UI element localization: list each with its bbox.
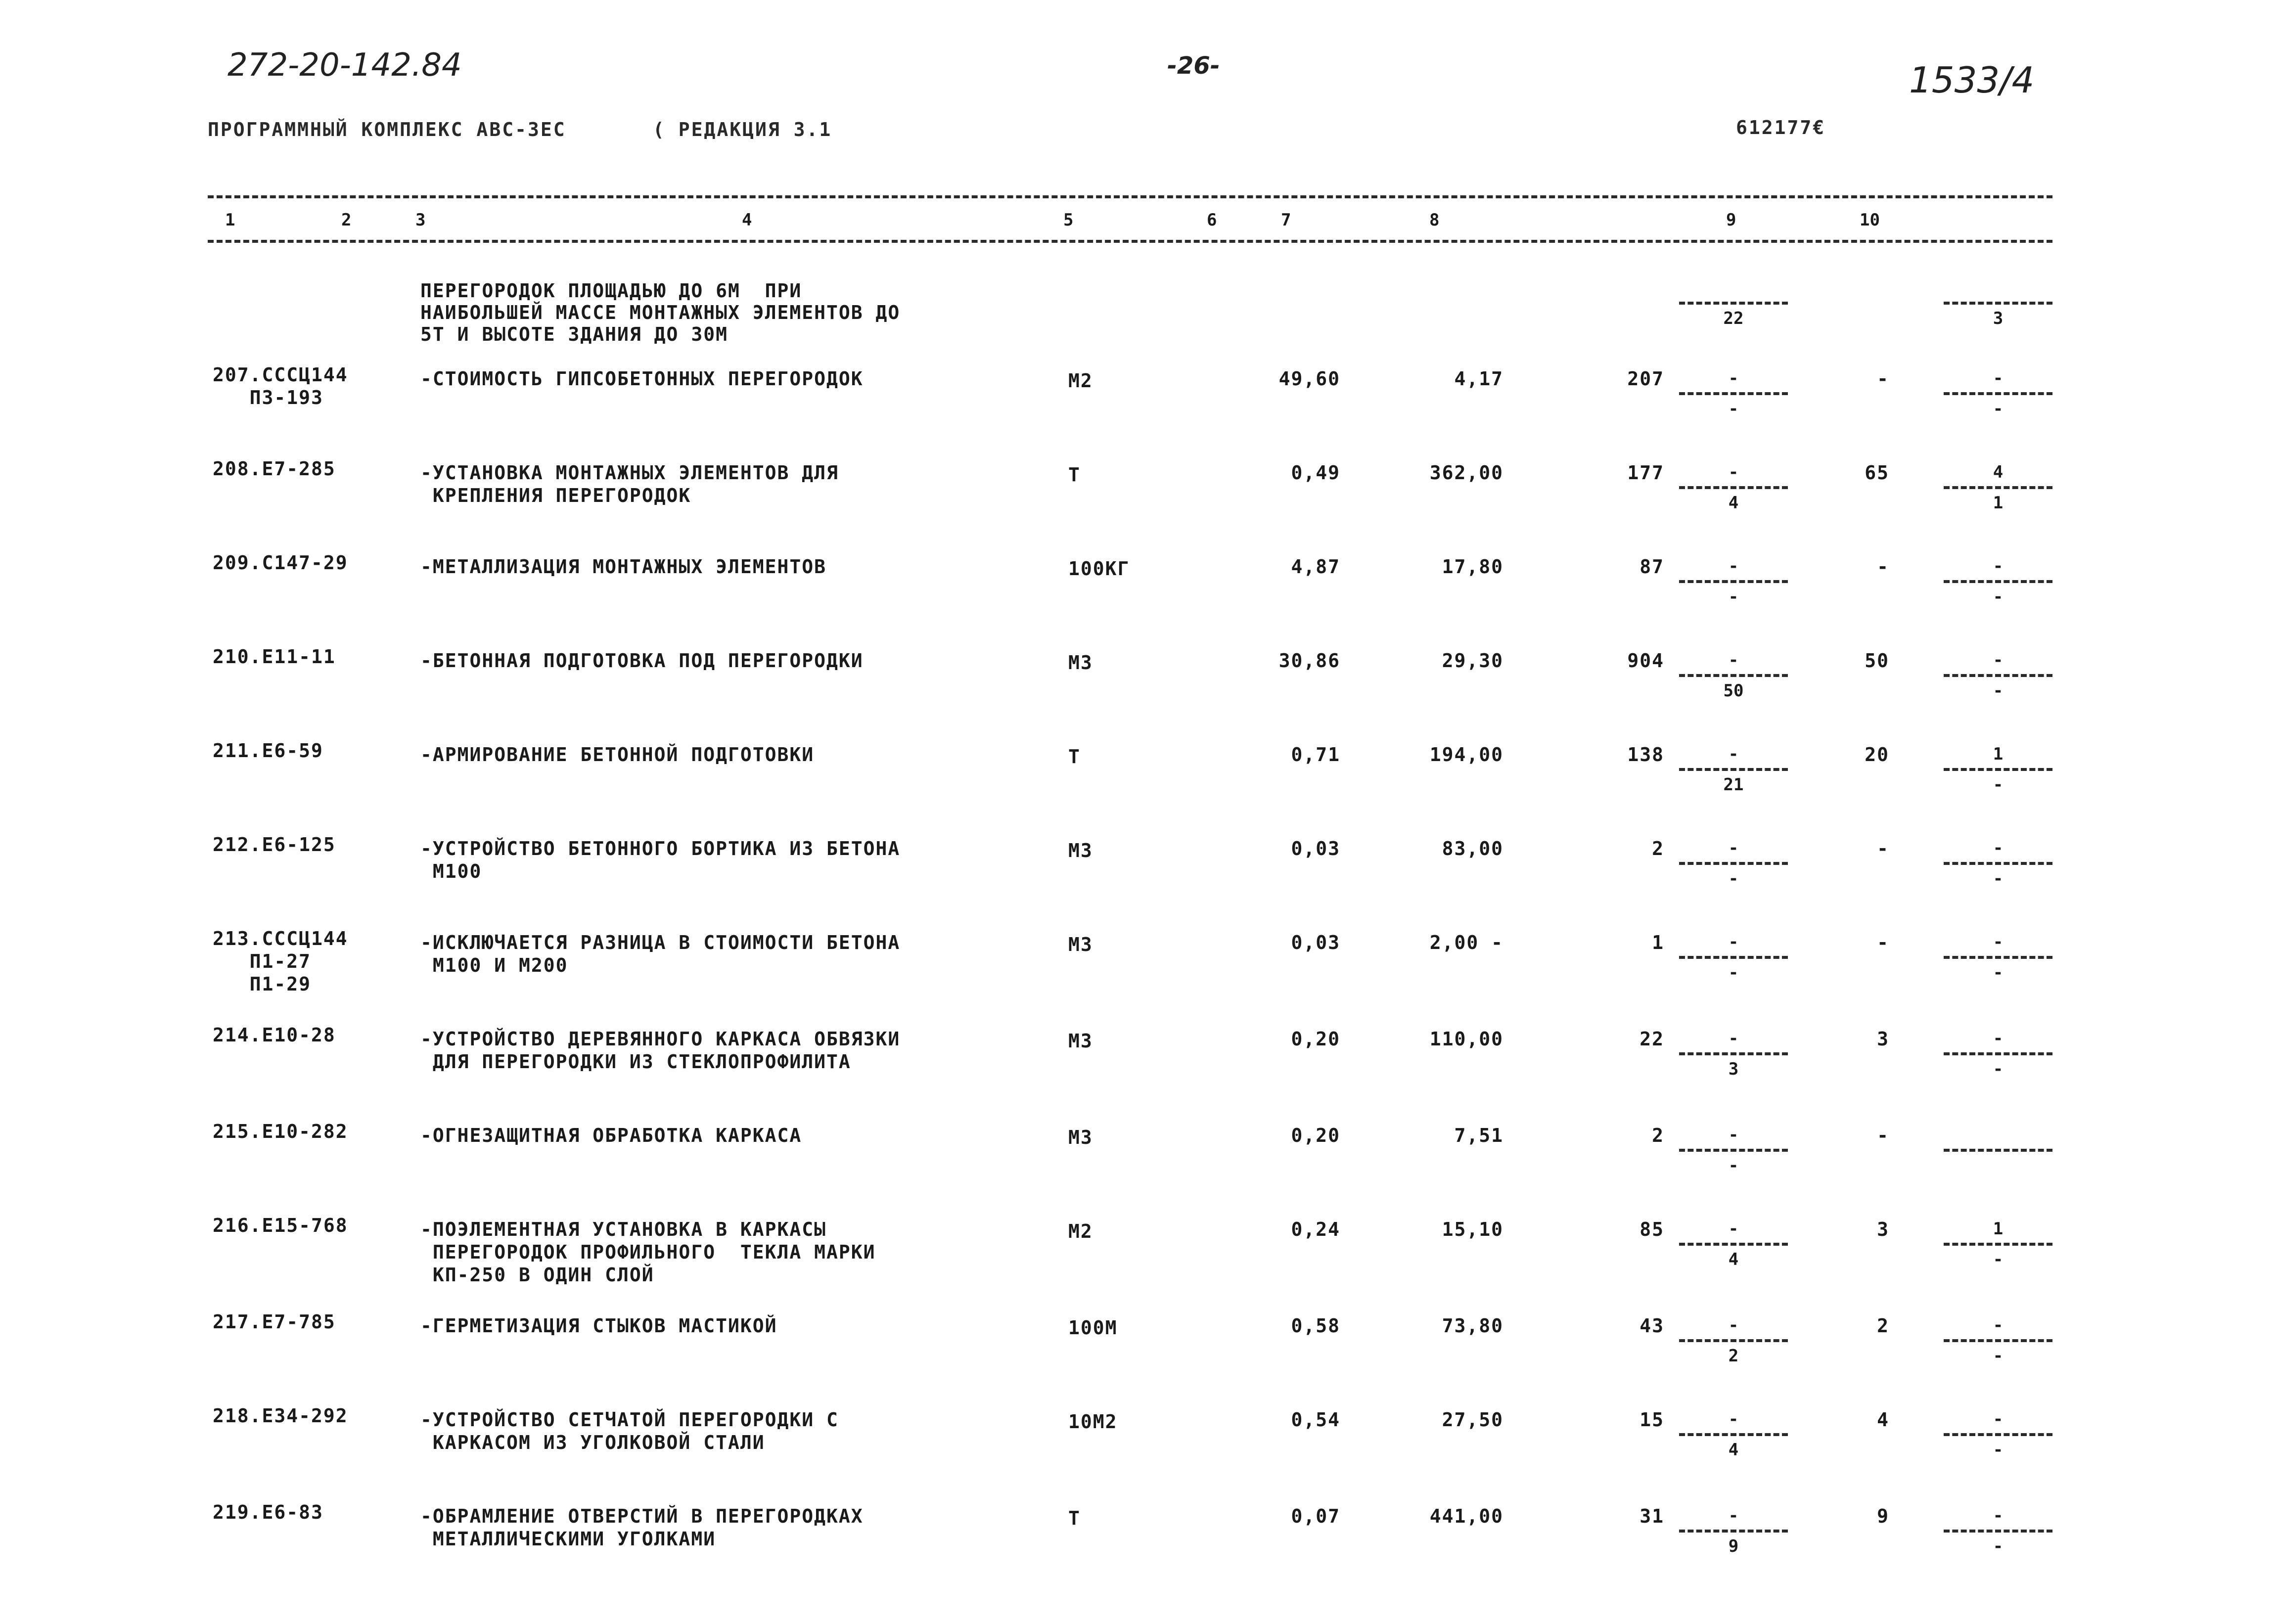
item-unit-price: 83,00 bbox=[1442, 838, 1503, 859]
item-description: -ОГНЕЗАЩИТНАЯ ОБРАБОТКА КАРКАСА bbox=[420, 1125, 802, 1146]
item-col10 bbox=[1944, 1505, 2052, 1557]
item-col10-denominator: - bbox=[1993, 1440, 2004, 1460]
item-col9: 20 bbox=[1865, 744, 1889, 766]
item-description: -ГЕРМЕТИЗАЦИЯ СТЫКОВ МАСТИКОЙ bbox=[420, 1315, 777, 1337]
item-col8-bar bbox=[1679, 862, 1788, 865]
item-col10-denominator: - bbox=[1993, 587, 2004, 607]
item-quantity: 0,49 bbox=[1291, 462, 1340, 484]
item-col8-bar bbox=[1679, 674, 1788, 677]
item-col10-bar bbox=[1944, 1243, 2052, 1246]
item-col8-denominator: 4 bbox=[1728, 1250, 1739, 1269]
item-col8-bar bbox=[1679, 1149, 1788, 1152]
carryover-col8 bbox=[1679, 277, 1788, 329]
item-col10-numerator: - bbox=[1993, 838, 2004, 858]
item-col9: 3 bbox=[1877, 1218, 1889, 1240]
item-col8-denominator: 4 bbox=[1728, 1440, 1739, 1460]
item-unit-price: 194,00 bbox=[1429, 744, 1503, 766]
item-col8-numerator: - bbox=[1728, 1315, 1739, 1335]
item-col10-bar bbox=[1944, 1530, 2052, 1533]
item-col10-bar bbox=[1944, 580, 2052, 583]
item-col9: 3 bbox=[1877, 1028, 1889, 1050]
item-col9: 9 bbox=[1877, 1505, 1889, 1527]
item-col10-bar bbox=[1944, 1433, 2052, 1436]
column-number-6: 6 bbox=[1207, 210, 1217, 230]
item-code: 216.Е15-768 bbox=[213, 1215, 348, 1236]
item-unit-price: 29,30 bbox=[1442, 650, 1503, 672]
item-col8-bar bbox=[1679, 1530, 1788, 1533]
column-number-8: 8 bbox=[1429, 210, 1440, 230]
item-col10 bbox=[1944, 461, 2052, 514]
item-total: 2 bbox=[1652, 1125, 1664, 1146]
carryover-col10-denominator: 3 bbox=[1993, 309, 2004, 328]
item-col10-denominator: - bbox=[1993, 399, 2004, 419]
column-number-5: 5 bbox=[1063, 210, 1074, 230]
item-col10-bar bbox=[1944, 486, 2052, 489]
item-col8-denominator: 4 bbox=[1728, 493, 1739, 513]
item-col10 bbox=[1944, 931, 2052, 984]
item-col8 bbox=[1679, 837, 1788, 890]
item-col8-numerator: - bbox=[1728, 1219, 1739, 1239]
item-col8 bbox=[1679, 743, 1788, 796]
item-unit: М3 bbox=[1068, 652, 1093, 674]
carryover-desc-line: ПЕРЕГОРОДОК ПЛОЩАДЬЮ ДО 6М ПРИ bbox=[420, 280, 802, 302]
item-col8-numerator: - bbox=[1728, 1125, 1739, 1145]
item-col8-bar bbox=[1679, 768, 1788, 771]
item-unit: 100КГ bbox=[1068, 558, 1130, 580]
item-col10-bar bbox=[1944, 956, 2052, 959]
carryover-col8-bar bbox=[1679, 302, 1788, 305]
item-description: -УСТРОЙСТВО СЕТЧАТОЙ ПЕРЕГОРОДКИ С КАРКАСОМ ИЗ УГОЛКОВОЙ СТАЛИ bbox=[420, 1409, 839, 1453]
item-col8-denominator: 21 bbox=[1723, 775, 1744, 795]
item-col8-denominator: - bbox=[1728, 1156, 1739, 1175]
item-description: -УСТРОЙСТВО БЕТОННОГО БОРТИКА ИЗ БЕТОНА М100 bbox=[420, 838, 901, 882]
item-col10-denominator bbox=[1944, 1155, 2052, 1176]
item-code: 218.Е34-292 bbox=[213, 1405, 348, 1427]
item-col10-denominator: - bbox=[1993, 1536, 2004, 1556]
item-col9: - bbox=[1877, 838, 1889, 859]
item-col10 bbox=[1944, 1408, 2052, 1461]
item-quantity: 0,54 bbox=[1291, 1409, 1340, 1431]
item-total: 2 bbox=[1652, 838, 1664, 859]
item-description: -ИСКЛЮЧАЕТСЯ РАЗНИЦА В СТОИМОСТИ БЕТОНА М100 И М200 bbox=[420, 932, 901, 976]
carryover-col8-denominator: 22 bbox=[1723, 309, 1744, 328]
item-col8-denominator: 2 bbox=[1728, 1346, 1739, 1366]
item-description: -ОБРАМЛЕНИЕ ОТВЕРСТИЙ В ПЕРЕГОРОДКАХ МЕТАЛЛИЧЕСКИМИ УГОЛКАМИ bbox=[420, 1505, 864, 1550]
item-col8-numerator: - bbox=[1728, 1409, 1739, 1429]
item-col8 bbox=[1679, 461, 1788, 514]
item-col8-bar bbox=[1679, 1433, 1788, 1436]
item-col10 bbox=[1944, 1314, 2052, 1367]
column-number-7: 7 bbox=[1281, 210, 1291, 230]
item-col8-numerator: - bbox=[1728, 1506, 1739, 1526]
column-number-2: 2 bbox=[341, 210, 352, 230]
table-top-rule bbox=[208, 195, 2052, 198]
item-col10-denominator: - bbox=[1993, 1346, 2004, 1366]
item-col8-numerator: - bbox=[1728, 838, 1739, 858]
item-quantity: 0,24 bbox=[1291, 1218, 1340, 1240]
carryover-col10-bar bbox=[1944, 302, 2052, 305]
item-total: 85 bbox=[1640, 1218, 1664, 1240]
item-col10-bar bbox=[1944, 1052, 2052, 1055]
item-col8-denominator: 50 bbox=[1723, 681, 1744, 701]
item-total: 15 bbox=[1640, 1409, 1664, 1431]
item-unit: М3 bbox=[1068, 934, 1093, 955]
item-col8-denominator: - bbox=[1728, 869, 1739, 889]
item-code: 217.Е7-785 bbox=[213, 1311, 336, 1333]
item-col10-denominator: - bbox=[1993, 775, 2004, 795]
item-description: -БЕТОННАЯ ПОДГОТОВКА ПОД ПЕРЕГОРОДКИ bbox=[420, 650, 864, 672]
item-description: -АРМИРОВАНИЕ БЕТОННОЙ ПОДГОТОВКИ bbox=[420, 744, 815, 766]
item-quantity: 49,60 bbox=[1278, 368, 1340, 390]
item-col9: 50 bbox=[1865, 650, 1889, 672]
item-col8 bbox=[1679, 931, 1788, 984]
item-col10-numerator: - bbox=[1993, 650, 2004, 670]
item-col10-denominator: - bbox=[1993, 869, 2004, 889]
item-col10-numerator: - bbox=[1993, 556, 2004, 576]
item-quantity: 0,20 bbox=[1291, 1028, 1340, 1050]
item-col8-numerator: - bbox=[1728, 462, 1739, 482]
edition-label: ( РЕДАКЦИЯ 3.1 bbox=[653, 119, 832, 140]
item-col10-bar bbox=[1944, 862, 2052, 865]
item-unit: М3 bbox=[1068, 1127, 1093, 1148]
item-col8-denominator: 9 bbox=[1728, 1536, 1739, 1556]
item-total: 1 bbox=[1652, 932, 1664, 953]
item-col8 bbox=[1679, 1218, 1788, 1270]
item-col8-numerator: - bbox=[1728, 556, 1739, 576]
item-unit-price: 17,80 bbox=[1442, 556, 1503, 578]
item-col9: 4 bbox=[1877, 1409, 1889, 1431]
item-unit-price: 73,80 bbox=[1442, 1315, 1503, 1337]
item-col9: 65 bbox=[1865, 462, 1889, 484]
item-col10-bar bbox=[1944, 392, 2052, 395]
item-col10-numerator: - bbox=[1993, 1029, 2004, 1048]
carryover-col8-numerator bbox=[1679, 277, 1788, 299]
item-col10 bbox=[1944, 555, 2052, 608]
item-col8-bar bbox=[1679, 1052, 1788, 1055]
item-unit-price: 110,00 bbox=[1429, 1028, 1503, 1050]
item-col8-numerator: - bbox=[1728, 932, 1739, 952]
item-unit-price: 441,00 bbox=[1429, 1505, 1503, 1527]
item-unit: М2 bbox=[1068, 1220, 1093, 1242]
item-unit: М3 bbox=[1068, 840, 1093, 861]
item-col10 bbox=[1944, 1218, 2052, 1270]
item-quantity: 0,03 bbox=[1291, 838, 1340, 859]
item-unit-price: 7,51 bbox=[1454, 1125, 1503, 1146]
item-col10-numerator: - bbox=[1993, 1409, 2004, 1429]
item-col8-bar bbox=[1679, 392, 1788, 395]
column-number-9: 9 bbox=[1726, 210, 1736, 230]
item-description: -УСТРОЙСТВО ДЕРЕВЯННОГО КАРКАСА ОБВЯЗКИ ДЛЯ ПЕРЕГОРОДКИ ИЗ СТЕКЛОПРОФИЛИТА bbox=[420, 1028, 901, 1073]
sheet-reference-handwritten: 1533/4 bbox=[1909, 59, 2035, 101]
item-col8 bbox=[1679, 1028, 1788, 1080]
item-col8 bbox=[1679, 649, 1788, 702]
carryover-col10-numerator bbox=[1944, 277, 2052, 299]
item-col8-bar bbox=[1679, 956, 1788, 959]
item-col8-denominator: 3 bbox=[1728, 1059, 1739, 1079]
item-col10-numerator: 4 bbox=[1993, 462, 2004, 482]
item-quantity: 0,07 bbox=[1291, 1505, 1340, 1527]
item-col8 bbox=[1679, 1124, 1788, 1176]
item-col8-denominator: - bbox=[1728, 587, 1739, 607]
item-unit-price: 2,00 - bbox=[1429, 932, 1503, 953]
item-unit: М3 bbox=[1068, 1030, 1093, 1052]
item-col9: - bbox=[1877, 556, 1889, 578]
page-number-handwritten: -26- bbox=[1167, 52, 1220, 80]
item-col10-numerator: - bbox=[1993, 368, 2004, 388]
item-col9: - bbox=[1877, 368, 1889, 390]
column-number-4: 4 bbox=[742, 210, 752, 230]
item-col10 bbox=[1944, 837, 2052, 890]
item-total: 207 bbox=[1627, 368, 1664, 390]
item-col10-denominator: - bbox=[1993, 1059, 2004, 1079]
item-col10-bar bbox=[1944, 674, 2052, 677]
item-code: 212.Е6-125 bbox=[213, 834, 336, 856]
item-total: 177 bbox=[1627, 462, 1664, 484]
item-quantity: 0,58 bbox=[1291, 1315, 1340, 1337]
item-col8 bbox=[1679, 1408, 1788, 1461]
item-unit: 100М bbox=[1068, 1317, 1118, 1339]
item-code: 219.Е6-83 bbox=[213, 1501, 323, 1523]
item-total: 43 bbox=[1640, 1315, 1664, 1337]
program-title: ПРОГРАММНЫЙ КОМПЛЕКС АВС-3ЕС bbox=[208, 119, 566, 140]
item-quantity: 0,20 bbox=[1291, 1125, 1340, 1146]
item-unit: М2 bbox=[1068, 370, 1093, 392]
item-unit: Т bbox=[1068, 1507, 1081, 1529]
item-quantity: 4,87 bbox=[1291, 556, 1340, 578]
item-total: 138 bbox=[1627, 744, 1664, 766]
item-code: 208.Е7-285 bbox=[213, 458, 336, 480]
item-code: 211.Е6-59 bbox=[213, 740, 323, 762]
column-number-10: 10 bbox=[1860, 210, 1880, 230]
item-col10-bar bbox=[1944, 768, 2052, 771]
item-col10 bbox=[1944, 649, 2052, 702]
item-col8 bbox=[1679, 555, 1788, 608]
item-col10-numerator: - bbox=[1993, 932, 2004, 952]
item-col8-numerator: - bbox=[1728, 744, 1739, 764]
item-col8-denominator: - bbox=[1728, 963, 1739, 983]
item-col10-numerator: 1 bbox=[1993, 744, 2004, 764]
item-col10-denominator: - bbox=[1993, 963, 2004, 983]
item-code: 210.Е11-11 bbox=[213, 646, 336, 668]
item-col8 bbox=[1679, 1505, 1788, 1557]
item-col8-bar bbox=[1679, 486, 1788, 489]
item-col8 bbox=[1679, 367, 1788, 420]
item-unit: 10М2 bbox=[1068, 1411, 1118, 1433]
item-col8-bar bbox=[1679, 1339, 1788, 1342]
item-col8-bar bbox=[1679, 1243, 1788, 1246]
item-col10-denominator: - bbox=[1993, 681, 2004, 701]
item-col10 bbox=[1944, 1124, 2052, 1176]
carryover-desc-line: НАИБОЛЬШЕЙ МАССЕ МОНТАЖНЫХ ЭЛЕМЕНТОВ ДО bbox=[420, 302, 901, 323]
item-col10 bbox=[1944, 1028, 2052, 1080]
column-number-3: 3 bbox=[415, 210, 426, 230]
item-quantity: 0,03 bbox=[1291, 932, 1340, 953]
item-total: 22 bbox=[1640, 1028, 1664, 1050]
item-description: -СТОИМОСТЬ ГИПСОБЕТОННЫХ ПЕРЕГОРОДОК bbox=[420, 368, 864, 390]
item-code: 215.Е10-282 bbox=[213, 1121, 348, 1142]
item-col10-denominator: - bbox=[1993, 1250, 2004, 1269]
item-col8-denominator: - bbox=[1728, 399, 1739, 419]
item-col8-numerator: - bbox=[1728, 650, 1739, 670]
item-col10-numerator: - bbox=[1993, 1506, 2004, 1526]
item-col10 bbox=[1944, 367, 2052, 420]
item-col8-bar bbox=[1679, 580, 1788, 583]
item-total: 31 bbox=[1640, 1505, 1664, 1527]
item-col10 bbox=[1944, 743, 2052, 796]
item-col10-bar bbox=[1944, 1339, 2052, 1342]
item-unit-price: 27,50 bbox=[1442, 1409, 1503, 1431]
item-unit: Т bbox=[1068, 464, 1081, 486]
item-col10-numerator: - bbox=[1993, 1315, 2004, 1335]
item-description: -УСТАНОВКА МОНТАЖНЫХ ЭЛЕМЕНТОВ ДЛЯ КРЕПЛЕНИЯ ПЕРЕГОРОДОК bbox=[420, 462, 839, 506]
item-col10-numerator bbox=[1944, 1124, 2052, 1146]
column-number-1: 1 bbox=[225, 210, 235, 230]
item-quantity: 30,86 bbox=[1278, 650, 1340, 672]
item-unit-price: 4,17 bbox=[1454, 368, 1503, 390]
item-col10-bar bbox=[1944, 1149, 2052, 1152]
item-code: 214.Е10-28 bbox=[213, 1024, 336, 1046]
item-description: -ПОЭЛЕМЕНТНАЯ УСТАНОВКА В КАРКАСЫ ПЕРЕГОРОДОК ПРОФИЛЬНОГО ТЕКЛА МАРКИ КП-250 В ОДИН СЛОЙ bbox=[420, 1218, 876, 1286]
item-quantity: 0,71 bbox=[1291, 744, 1340, 766]
item-unit-price: 362,00 bbox=[1429, 462, 1503, 484]
item-total: 904 bbox=[1627, 650, 1664, 672]
item-col9: - bbox=[1877, 932, 1889, 953]
item-col8-numerator: - bbox=[1728, 1029, 1739, 1048]
item-unit-price: 15,10 bbox=[1442, 1218, 1503, 1240]
item-col10-numerator: 1 bbox=[1993, 1219, 2004, 1239]
item-col8 bbox=[1679, 1314, 1788, 1367]
item-code: 209.С147-29 bbox=[213, 552, 348, 574]
item-total: 87 bbox=[1640, 556, 1664, 578]
item-code: 213.СССЦ144 П1-27 П1-29 bbox=[213, 928, 348, 995]
carryover-col10 bbox=[1944, 277, 2052, 329]
item-col10-denominator: 1 bbox=[1993, 493, 2004, 513]
item-col9: - bbox=[1877, 1125, 1889, 1146]
item-code: 207.СССЦ144 ПЗ-193 bbox=[213, 364, 348, 408]
item-description: -МЕТАЛЛИЗАЦИЯ МОНТАЖНЫХ ЭЛЕМЕНТОВ bbox=[420, 556, 826, 578]
item-unit: Т bbox=[1068, 746, 1081, 767]
carryover-desc-line: 5Т И ВЫСОТЕ ЗДАНИЯ ДО 30М bbox=[420, 323, 728, 345]
table-header-rule bbox=[208, 240, 2052, 243]
document-code-printed: 612177€ bbox=[1736, 117, 1826, 138]
document-code-handwritten: 272-20-142.84 bbox=[228, 47, 462, 84]
item-col9: 2 bbox=[1877, 1315, 1889, 1337]
item-col8-numerator: - bbox=[1728, 368, 1739, 388]
